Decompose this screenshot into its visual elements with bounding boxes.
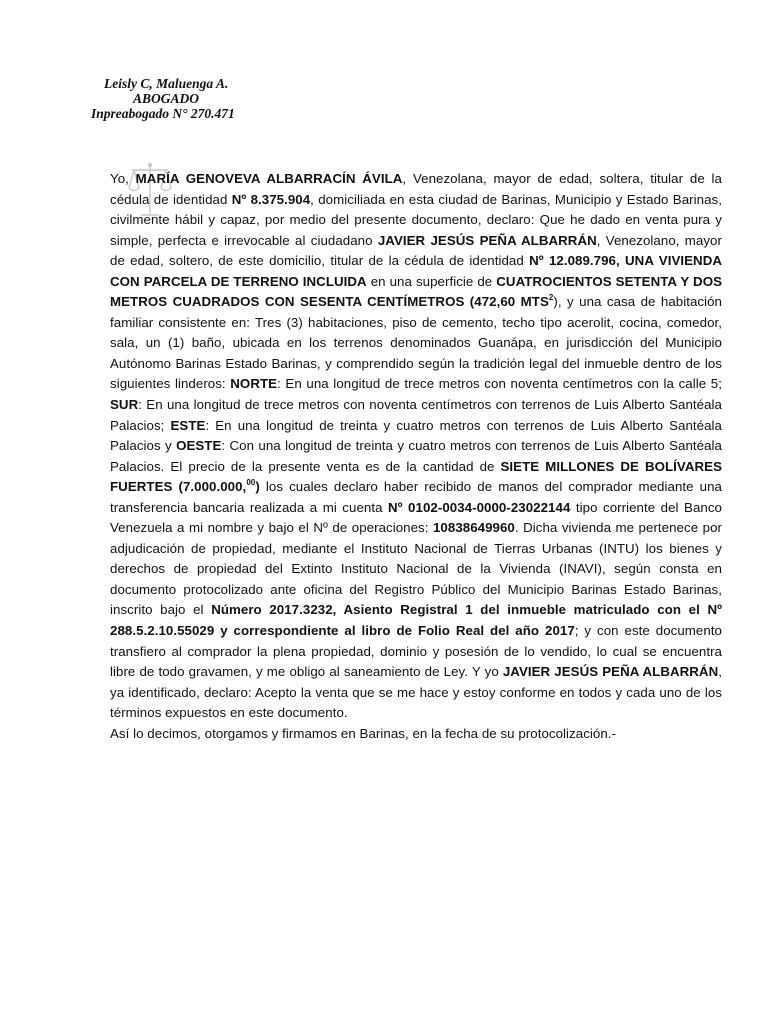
deed-text	[110, 169, 722, 744]
lawyer-name: Leisly C, Maluenga A.	[104, 76, 229, 91]
deed-paragraph	[110, 169, 722, 724]
text-run: los cuales declaro haber recibido de manos del comprador mediante una transferencia bancaria realizada a mi cuenta	[110, 479, 722, 515]
cents-superscript: 00	[246, 477, 256, 487]
text-run: : En una longitud de trece metros con noventa centímetros con terrenos de Luis Alberto Santéala Palacios;	[110, 397, 722, 433]
text-run: , ya identificado, declaro: Acepto la venta que se me hace y estoy conforme en todos y cada uno de los términos expuestos en este documento.	[110, 664, 722, 721]
boundary-north: NORTE	[230, 376, 278, 392]
text-run: ; y con este documento transfiero al comprador la plena propiedad, dominio y posesión de lo vendido, lo cual se encuentra libre de todo gravamen, y me obligo al saneamiento de Ley. Y yo	[110, 623, 722, 680]
boundary-south: SUR	[110, 397, 139, 413]
seller-id-number: Nº 8.375.904	[231, 191, 311, 207]
text-run: : Con una longitud de treinta y cuatro metros con terrenos de Luis Alberto Santéala Palacios. El precio de la presente venta es de la cantidad de	[110, 438, 722, 474]
text-run: , domiciliada en esta ciudad de Barinas, Municipio y Estado Barinas, civilmente hábil y capaz, por medio del presente documento, declaro: Que he dado en venta pura y simple, perfecta e irrevocable al ciudadano	[110, 191, 722, 248]
text-run: tipo corriente del Banco Venezuela a mi nombre y bajo el Nº de operaciones:	[110, 499, 722, 536]
text-run: Yo,	[110, 171, 136, 186]
lawyer-registration: Inpreabogado N° 270.471	[91, 106, 235, 121]
sale-price-close: )	[255, 479, 260, 495]
letterhead	[88, 76, 263, 121]
registry-details: Número 2017.3232, Asiento Registral 1 del inmueble matriculado con el Nº 288.5.2.10.55029 y correspondiente al libro de Folio Real del año 2017	[110, 602, 723, 639]
area-unit-superscript: 2	[548, 292, 554, 302]
boundary-west: OESTE	[176, 438, 222, 454]
closing-line: Así lo decimos, otorgamos y firmamos en Barinas, en la fecha de su protocolización.-	[110, 725, 617, 741]
sale-price-text: SIETE MILLONES DE BOLÍVARES FUERTES (7.000.000,	[110, 458, 722, 495]
property-area-text: CUATROCIENTOS SETENTA Y DOS METROS CUADRADOS CON SESENTA CENTÍMETROS (472,60 MTS	[110, 273, 723, 310]
text-run: en una superficie de	[366, 273, 497, 289]
text-run: : En una longitud de trece metros con noventa centímetros con la calle 5;	[277, 376, 722, 392]
text-run: , Venezolana, mayor de edad, soltera, titular de la cédula de identidad	[110, 171, 723, 207]
buyer-name-acceptance: JAVIER JESÚS PEÑA ALBARRÁN	[502, 664, 719, 680]
text-run: ), y una casa de habitación familiar consistente en: Tres (3) habitaciones, piso de cemento, techo tipo acerolit, cocina, comedor, sala, un (1) baño, ubicada en los terrenos denominados Guanápa, en jurisdicción del Municipio Autónomo Barinas Estado Barinas, y comprendido según la tradición legal del inmueble dentro de los siguientes linderos:	[110, 294, 722, 392]
seller-name: MARÍA GENOVEVA ALBARRACÍN ÁVILA	[135, 171, 403, 186]
account-number: Nº 0102-0034-0000-23022144	[388, 499, 571, 515]
text-run: : En una longitud de treinta y cuatro metros con terrenos de Luis Alberto Santéala Palacios y	[110, 417, 722, 454]
text-run: , Venezolano, mayor de edad, soltero, de este domicilio, titular de la cédula de identidad	[110, 232, 722, 269]
buyer-id-and-property: Nº 12.089.796, UNA VIVIENDA CON PARCELA DE TERRENO INCLUIDA	[110, 253, 722, 289]
operation-number: 10838649960	[432, 520, 515, 536]
boundary-east: ESTE	[170, 417, 206, 433]
text-run: . Dicha vivienda me pertenece por adjudicación de propiedad, mediante el Instituto Nacional de Tierras Urbanas (INTU) los bienes y derechos de propiedad del Extinto Instituto Nacional de la Vivienda (INAVI), según consta en documento protocolizado ante oficina del Registro Público del Municipio Barinas Estado Barinas, inscrito bajo el	[110, 520, 722, 618]
lawyer-title: ABOGADO	[133, 91, 200, 106]
buyer-name: JAVIER JESÚS PEÑA ALBARRÁN	[377, 232, 597, 248]
